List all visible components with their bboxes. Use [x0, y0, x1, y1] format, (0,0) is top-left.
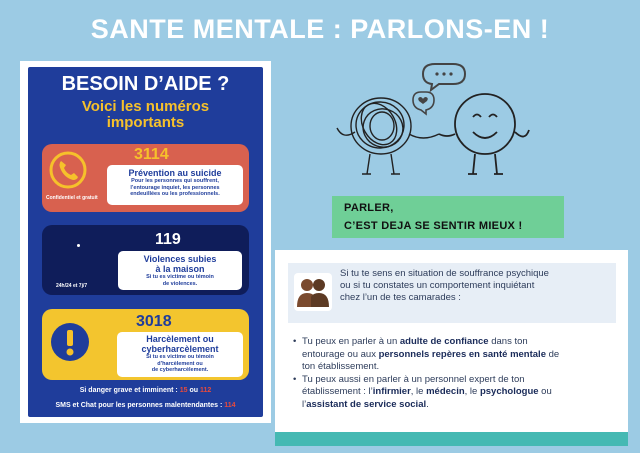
card1-desc1: Pour les personnes qui souffrent,	[131, 178, 219, 184]
slogan-line2: C’EST DEJA SE SENTIR MIEUX !	[344, 220, 523, 232]
card1-note: Confidentiel et gratuit	[46, 195, 98, 201]
footer-sms	[28, 402, 263, 409]
card2-title2: à la maison	[155, 264, 205, 274]
card-harassment	[42, 309, 249, 380]
people-icon	[294, 273, 332, 311]
slogan-line1: PARLER,	[344, 202, 394, 214]
card1-title: Prévention au suicide	[128, 168, 222, 178]
footer-emergency	[28, 387, 263, 394]
help-poster	[20, 61, 271, 423]
card3-title1: Harcèlement ou	[146, 334, 214, 344]
bullet-1: • Tu peux en parler à un adulte de confiance dans ton entourage ou aux personnels repères en santé mentale de ton établissement.	[293, 336, 623, 374]
card3-box	[117, 332, 243, 377]
intro-line1: Si tu te sens en situation de souffrance psychique	[340, 268, 549, 279]
card2-number: 119	[155, 231, 181, 248]
intro-line2: ou si tu constates un comportement inquiétant	[340, 280, 535, 291]
card1-number: 3114	[134, 146, 169, 163]
speech-bubble-icon	[423, 64, 465, 90]
footer2-n: 114	[224, 402, 236, 409]
card3-desc3: de cyberharcèlement.	[151, 367, 209, 373]
slogan-box	[332, 196, 564, 238]
footer1-text: Si danger grave et imminent :	[79, 387, 180, 394]
heart-icon	[413, 92, 434, 114]
b1-e: personnels repères en santé mentale	[378, 348, 546, 360]
card3-title2: cyberharcèlement	[141, 344, 219, 354]
teal-band	[275, 432, 628, 446]
card-suicide-prevention	[42, 144, 249, 212]
poster-subheading	[28, 99, 263, 131]
footer1-n1: 15	[179, 387, 188, 394]
phone-icon	[48, 150, 88, 190]
friends-illustration	[325, 62, 555, 190]
b2-e: médecin	[426, 386, 465, 397]
b2-i: l’	[302, 398, 307, 410]
b2-a: Tu peux aussi en parler à un personnel expert de ton	[302, 373, 525, 385]
b2-j: assistant de service social	[306, 398, 427, 410]
exclamation-icon	[50, 322, 90, 362]
card3-number: 3018	[136, 313, 172, 330]
info-header	[288, 263, 616, 323]
poster-panel	[28, 67, 263, 417]
subheading-line1: Voici les numéros	[81, 98, 210, 115]
dot-icon	[77, 244, 80, 247]
card1-box	[107, 165, 243, 205]
b1-c: dans ton	[488, 336, 528, 347]
b1-d: entourage ou aux	[302, 348, 379, 360]
b1-g: ton établissement.	[302, 361, 380, 372]
b1-f: de	[545, 348, 560, 360]
b2-b: établissement : l’	[302, 386, 373, 397]
card2-note: 24h/24 et 7j/7	[56, 283, 88, 289]
card1-desc3: endeuillées ou les professionnels.	[130, 191, 220, 197]
b1-a: Tu peux en parler à un	[302, 336, 400, 347]
footer1-n2: 112	[199, 387, 212, 394]
b2-h: ou	[538, 386, 552, 397]
poster-heading: BESOIN D’AIDE ?	[61, 73, 230, 95]
card3-desc2: d’harcèlement ou	[157, 360, 203, 367]
b2-d: , le	[410, 386, 427, 397]
card2-box	[118, 251, 242, 290]
page-title: SANTE MENTALE : PARLONS-EN !	[90, 14, 550, 44]
card2-desc1: Si tu es victime ou témoin	[146, 274, 214, 280]
card2-desc2: de violences.	[162, 280, 198, 287]
b2-f: , le	[464, 386, 480, 397]
bullet-2: • Tu peux aussi en parler à un personnel expert de ton établissement : l’infirmier, le médecin, le psychologue ou l’assistant de service social.	[293, 373, 552, 410]
card1-desc2: l’entourage inquiet, les personnes	[130, 184, 220, 191]
b2-g: psychologue	[479, 386, 539, 397]
card-domestic-violence	[42, 225, 249, 295]
b1-b: adulte de confiance	[399, 336, 489, 347]
footer1-sep: ou	[187, 387, 200, 394]
info-bullets	[293, 336, 623, 411]
info-intro	[340, 268, 610, 304]
scribble-face-icon	[337, 97, 439, 174]
card2-title1: Violences subies	[143, 254, 217, 264]
intro-line3: chez l’un de tes camarades :	[340, 292, 461, 303]
b2-k: .	[426, 398, 429, 410]
footer2-text: SMS et Chat pour les personnes malentendantes :	[55, 402, 225, 409]
subheading-line2: importants	[106, 114, 185, 131]
info-card	[275, 250, 628, 446]
b2-c: infirmier	[372, 386, 411, 397]
card3-desc1: Si tu es victime ou témoin	[146, 354, 214, 360]
smiley-face-icon	[439, 94, 529, 174]
